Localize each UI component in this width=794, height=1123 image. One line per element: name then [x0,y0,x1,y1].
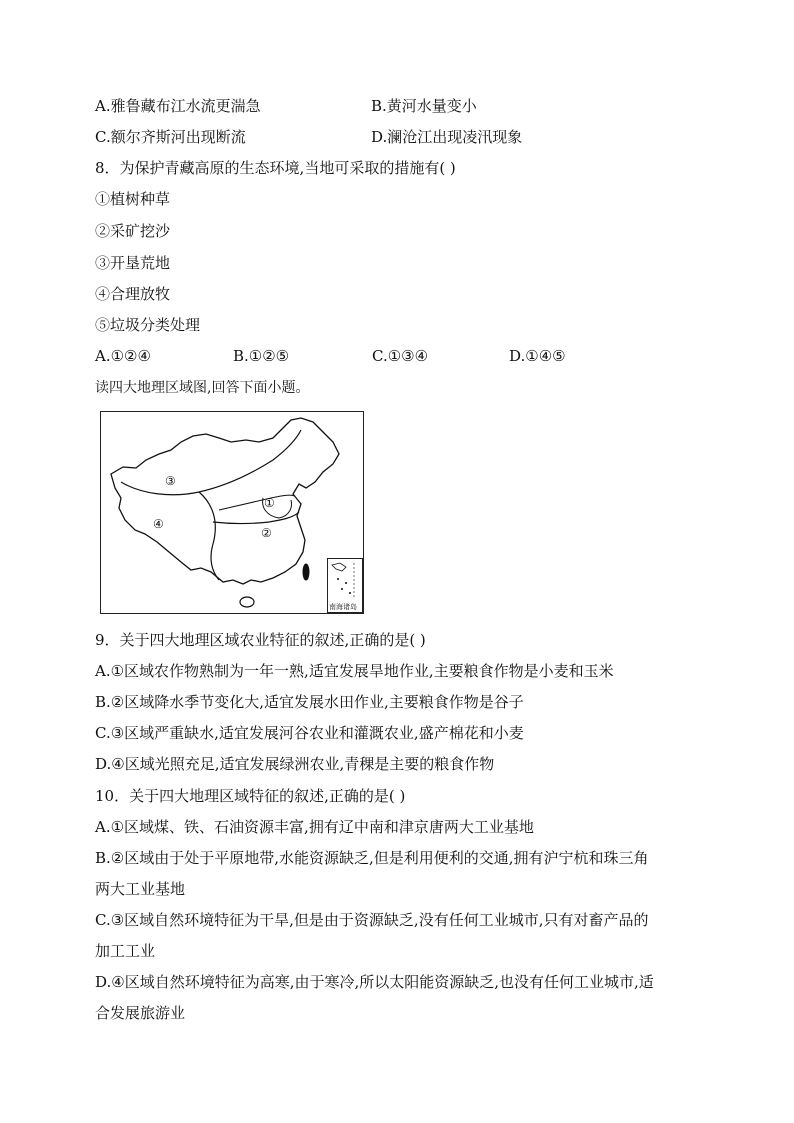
q10-stem: 10．关于四大地理区域特征的叙述,正确的是( ) [95,787,406,805]
q8-item-5: ⑤垃圾分类处理 [95,316,201,334]
region-label-4: ④ [153,517,164,531]
q8-option-d: D.①④⑤ [509,347,566,365]
q8-item-3: ③开垦荒地 [95,254,171,272]
region-label-2: ② [261,526,272,540]
q7-option-c: C.额尔齐斯河出现断流 [95,128,246,146]
region-label-3: ③ [165,474,176,488]
q10-option-b-line2: 两大工业基地 [95,880,186,898]
q8-item-1: ①植树种草 [95,190,171,208]
q8-option-b: B.①②⑤ [233,347,290,365]
q9-option-d: D.④区域光照充足,适宜发展绿洲农业,青稞是主要的粮食作物 [95,755,495,773]
q7-option-d: D.澜沧江出现凌汛现象 [371,128,523,146]
map-intro: 读四大地理区域图,回答下面小题。 [95,380,310,396]
south-china-sea-inset [327,558,363,613]
q8-stem: 8．为保护青藏高原的生态环境,当地可采取的措施有( ) [95,159,456,177]
q9-option-a: A.①区域农作物熟制为一年一熟,适宜发展旱地作业,主要粮食作物是小麦和玉米 [95,662,614,680]
map-drawing [101,412,365,615]
q8-option-c: C.①③④ [372,347,429,365]
q10-option-d-line1: D.④区域自然环境特征为高寒,由于寒冷,所以太阳能资源缺乏,也没有任何工业城市,适 [95,973,654,991]
china-regions-map [100,411,364,614]
q8-item-4: ④合理放牧 [95,285,171,303]
q7-option-b: B.黄河水量变小 [371,97,477,115]
q10-option-c-line1: C.③区域自然环境特征为干旱,但是由于资源缺乏,没有任何工业城市,只有对畜产品的 [95,911,649,929]
q8-item-2: ②采矿挖沙 [95,222,171,240]
inset-label: 南海诸岛 [329,603,357,611]
q9-stem: 9．关于四大地理区域农业特征的叙述,正确的是( ) [95,631,426,649]
q10-option-b-line1: B.②区域由于处于平原地带,水能资源缺乏,但是利用便利的交通,拥有沪宁杭和珠三角 [95,849,649,867]
q8-option-a: A.①②④ [95,347,151,365]
q10-option-a: A.①区域煤、铁、石油资源丰富,拥有辽中南和津京唐两大工业基地 [95,818,534,836]
region-label-1: ① [264,496,275,510]
q7-option-a: A.雅鲁藏布江水流更湍急 [95,97,261,115]
q10-option-d-line2: 合发展旅游业 [95,1004,186,1022]
q9-option-c: C.③区域严重缺水,适宜发展河谷农业和灌溉农业,盛产棉花和小麦 [95,724,524,742]
q9-option-b: B.②区域降水季节变化大,适宜发展水田作业,主要粮食作物是谷子 [95,693,524,711]
q10-option-c-line2: 加工工业 [95,942,156,960]
